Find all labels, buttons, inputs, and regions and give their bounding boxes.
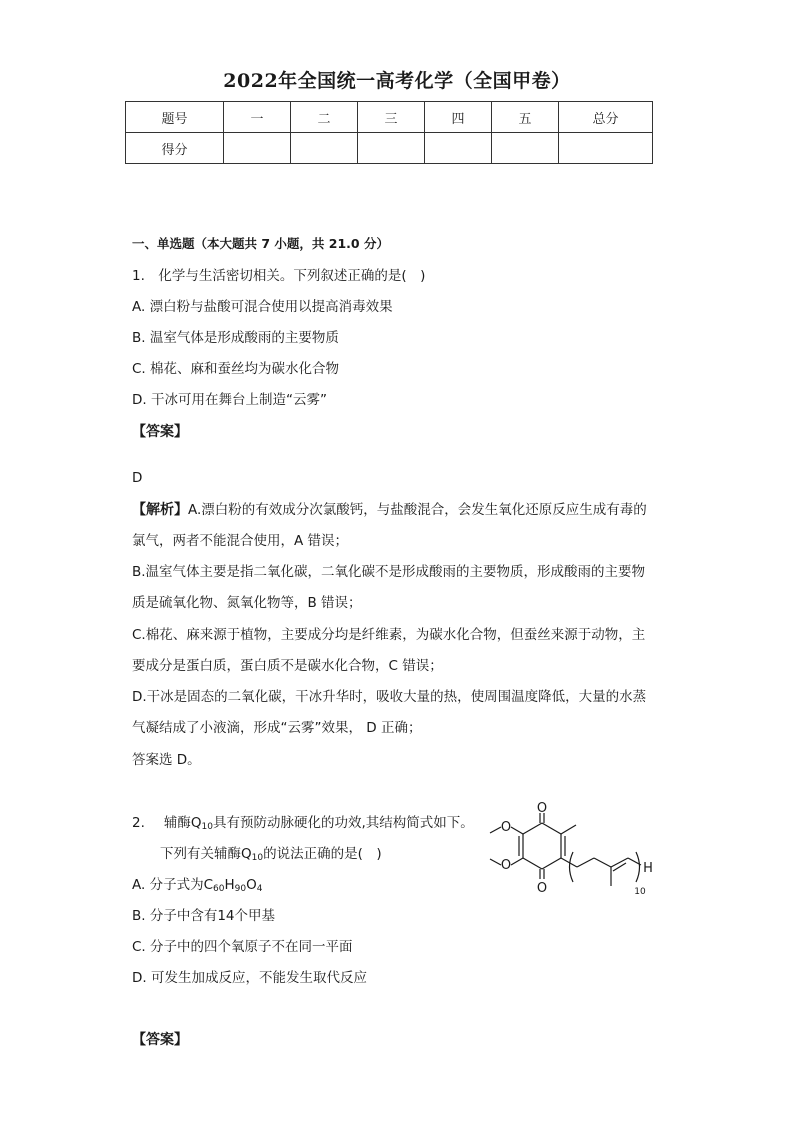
option-text: H — [224, 877, 235, 893]
question-2-stem-line-2 — [160, 844, 382, 868]
page-title: 2022年全国统一高考化学（全国甲卷） — [223, 70, 571, 92]
score-header-cell: 四 — [425, 102, 492, 133]
carbonyl-oxygen-top: O — [536, 801, 548, 816]
section-heading: 一、单选题（本大题共 7 小题，共 21.0 分） — [132, 236, 389, 251]
repeat-count: 10 — [634, 887, 646, 897]
subscript: 60 — [213, 884, 225, 894]
methoxy-oxygen-top: O — [500, 820, 512, 835]
question-1-analysis-line: 要成分是蛋白质，蛋白质不是碳水化合物，C 错误； — [132, 658, 443, 674]
score-table-header-row — [126, 102, 653, 133]
score-row-label: 得分 — [126, 133, 224, 164]
question-1-answer: D — [132, 470, 143, 486]
question-1-analysis-line — [132, 500, 647, 520]
stem-text: 具有预防动脉硬化的功效,其结构简式如下。 — [212, 815, 474, 831]
subscript: 4 — [256, 884, 263, 894]
score-cell[interactable] — [425, 133, 492, 164]
carbonyl-oxygen-bottom: O — [536, 881, 548, 896]
methoxy-oxygen-bottom: O — [500, 858, 512, 873]
question-1-option-a: A. 漂白粉与盐酸可混合使用以提高消毒效果 — [132, 299, 393, 315]
score-header-cell: 总分 — [559, 102, 653, 133]
question-2-option-d: D. 可发生加成反应，不能发生取代反应 — [132, 970, 367, 986]
terminal-hydrogen: H — [643, 861, 653, 876]
question-1-answer-label: 【答案】 — [132, 424, 188, 440]
question-1-analysis-line: D.干冰是固态的二氧化碳，干冰升华时，吸收大量的热，使周围温度降低，大量的水蒸 — [132, 689, 647, 705]
question-2-stem-line-1 — [132, 813, 474, 837]
score-header-cell: 五 — [492, 102, 559, 133]
question-2-answer-label: 【答案】 — [132, 1032, 188, 1048]
score-cell[interactable] — [358, 133, 425, 164]
question-1-analysis-line: 答案选 D。 — [132, 752, 201, 768]
score-header-cell: 三 — [358, 102, 425, 133]
score-table-score-row — [126, 133, 653, 164]
score-cell[interactable] — [291, 133, 358, 164]
question-2-option-a — [132, 875, 262, 899]
score-table — [125, 101, 653, 164]
option-text: O — [246, 877, 257, 893]
stem-text: 的说法正确的是( ) — [263, 846, 382, 862]
stem-text: 下列有关辅酶Q — [160, 846, 252, 862]
subscript: 90 — [234, 884, 247, 894]
subscript: 10 — [201, 822, 213, 832]
score-header-cell: 二 — [291, 102, 358, 133]
question-1-option-d: D. 干冰可用在舞台上制造“云雾” — [132, 392, 327, 408]
question-1-analysis-line: C.棉花、麻来源于植物，主要成分均是纤维素，为碳水化合物，但蚕丝来源于动物，主 — [132, 627, 646, 643]
question-1-stem: 1. 化学与生活密切相关。下列叙述正确的是( ) — [132, 268, 426, 284]
option-text: A. 分子式为C — [132, 877, 214, 893]
question-number: 2. — [132, 815, 145, 831]
analysis-label: 【解析】 — [132, 502, 188, 518]
score-header-cell: 题号 — [126, 102, 224, 133]
question-1-option-b: B. 温室气体是形成酸雨的主要物质 — [132, 330, 339, 346]
question-2-option-c: C. 分子中的四个氧原子不在同一平面 — [132, 939, 353, 955]
score-cell[interactable] — [559, 133, 653, 164]
score-cell[interactable] — [492, 133, 559, 164]
question-1-analysis-line: 气凝结成了小液滴，形成“云雾”效果， D 正确； — [132, 720, 422, 736]
question-1-analysis-line: 氯气，两者不能混合使用，A 错误； — [132, 533, 349, 549]
question-2-option-b: B. 分子中含有14个甲基 — [132, 908, 276, 924]
coenzyme-q10-structure — [470, 800, 670, 910]
question-1-option-c: C. 棉花、麻和蚕丝均为碳水化合物 — [132, 361, 340, 377]
question-1-analysis-line: 质是硫氧化物、氮氧化物等，B 错误； — [132, 595, 362, 611]
subscript: 10 — [251, 853, 264, 863]
stem-text: 辅酶Q — [163, 815, 202, 831]
score-cell[interactable] — [224, 133, 291, 164]
question-1-analysis-line: B.温室气体主要是指二氧化碳，二氧化碳不是形成酸雨的主要物质，形成酸雨的主要物 — [132, 564, 646, 580]
analysis-text: A.漂白粉的有效成分次氯酸钙，与盐酸混合，会发生氧化还原反应生成有毒的 — [188, 502, 647, 518]
score-header-cell: 一 — [224, 102, 291, 133]
